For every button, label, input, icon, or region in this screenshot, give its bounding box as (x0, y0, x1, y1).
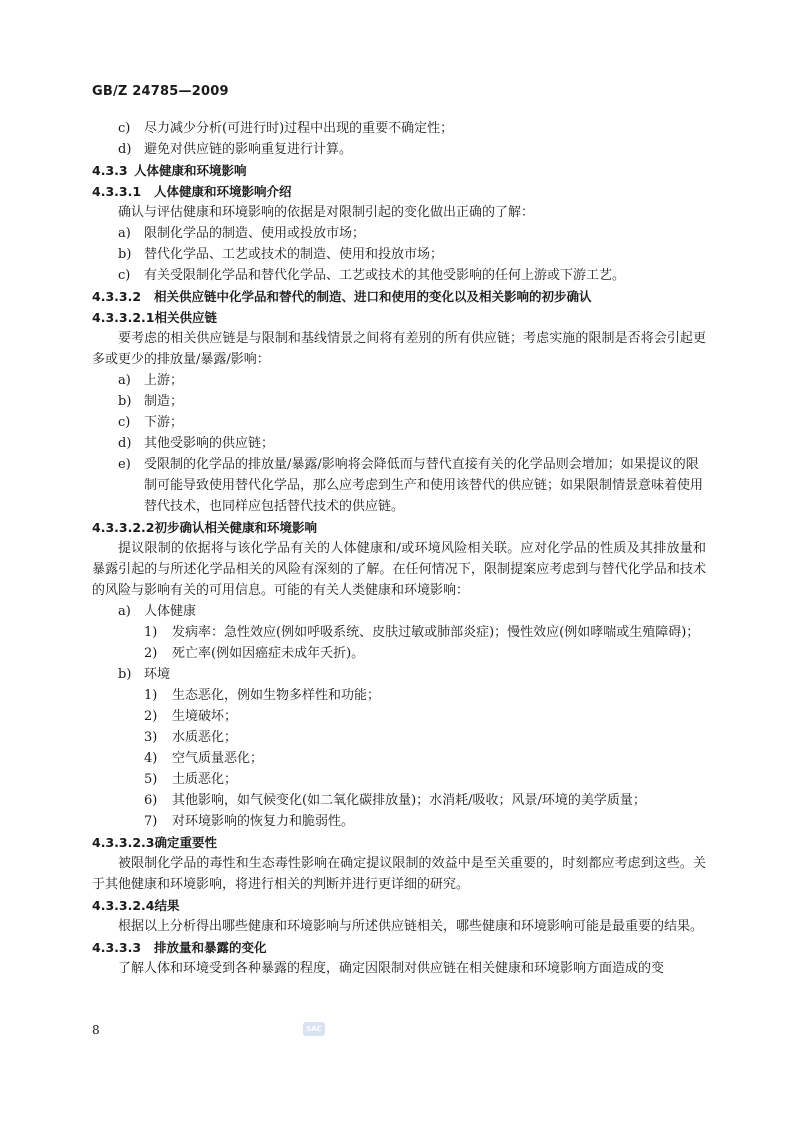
sub-list-item (92, 706, 706, 727)
list-item-text: 避免对供应链的影响重复进行计算。 (144, 142, 353, 157)
list-marker: 6) (144, 793, 158, 808)
list-item (92, 664, 706, 685)
section-heading (92, 832, 706, 853)
list-marker: a) (118, 604, 131, 619)
paragraph: 了解人体和环境受到各种暴露的程度，确定因限制对供应链在相关健康和环境影响方面造成的变 (118, 961, 665, 976)
paragraph: 被限制化学品的毒性和生态毒性影响在确定提议限制的效益中是至关重要的，时刻都应考虑到这些。关于其他健康和环境影响，将进行相关的判断并进行更详细的研究。 (92, 856, 706, 892)
list-marker: 3) (144, 730, 158, 745)
list-marker: b) (118, 247, 132, 262)
sub-list-item (92, 811, 706, 832)
list-marker: c) (118, 121, 131, 136)
sac-watermark: SAC (303, 1022, 325, 1036)
sub-list-item (92, 622, 706, 643)
section-title: 相关供应链 (154, 310, 217, 325)
section-heading (92, 937, 706, 958)
list-marker: 2) (144, 709, 158, 724)
list-item-text: 其他影响，如气候变化(如二氧化碳排放量)；水消耗/吸收；风景/环境的美学质量； (172, 793, 646, 808)
list-item-text: 死亡率(例如因癌症未成年夭折)。 (172, 646, 365, 661)
list-item-text: 受限制的化学品的排放量/暴露/影响将会降低而与替代直接有关的化学品则会增加；如果提议的限制可能导致使用替代化学品，那么应考虑到生产和使用该替代的供应链；如果限制情景意味着使用替代技术，也同样应包括替代技术的供应链。 (144, 457, 704, 514)
section-number: 4.3.3.3 (92, 940, 142, 955)
sub-list-item (92, 769, 706, 790)
list-item (92, 223, 706, 244)
list-item (92, 118, 706, 139)
list-item-text: 人体健康 (144, 604, 197, 619)
list-item-text: 生境破坏； (172, 709, 238, 724)
paragraph: 根据以上分析得出哪些健康和环境影响与所述供应链相关，哪些健康和环境影响可能是最重要的结果。 (118, 919, 704, 934)
list-item (92, 265, 706, 286)
list-marker: b) (118, 394, 132, 409)
sub-list-item (92, 643, 706, 664)
list-marker: c) (118, 415, 131, 430)
list-item-text: 其他受影响的供应链； (144, 436, 275, 451)
standard-header: GB/Z 24785—2009 (92, 84, 229, 99)
list-item (92, 391, 706, 412)
list-marker: 7) (144, 814, 158, 829)
sub-list-item (92, 727, 706, 748)
list-item-text: 尽力减少分析(可进行时)过程中出现的重要不确定性； (144, 121, 454, 136)
list-item (92, 244, 706, 265)
list-item-text: 发病率：急性效应(例如呼吸系统、皮肤过敏或肺部炎症)；慢性效应(例如哮喘或生殖障碍)； (172, 625, 700, 640)
section-heading (92, 286, 706, 307)
section-title: 确定重要性 (154, 835, 217, 850)
paragraph: 确认与评估健康和环境影响的依据是对限制引起的变化做出正确的了解： (118, 205, 535, 220)
section-title: 初步确认相关健康和环境影响 (154, 520, 317, 535)
section-number: 4.3.3.2.1 (92, 310, 155, 325)
list-marker: d) (118, 436, 132, 451)
section-heading (92, 181, 706, 202)
section-title: 人体健康和环境影响 (134, 163, 247, 178)
list-marker: b) (118, 667, 132, 682)
list-marker: 5) (144, 772, 158, 787)
section-number: 4.3.3.1 (92, 184, 142, 199)
list-item-text: 有关受限制化学品和替代化学品、工艺或技术的其他受影响的任何上游或下游工艺。 (144, 268, 626, 283)
list-item (92, 601, 706, 622)
section-heading (92, 307, 706, 328)
list-item (92, 412, 706, 433)
list-marker: e) (118, 457, 131, 472)
sub-list-item (92, 790, 706, 811)
list-item-text: 空气质量恶化； (172, 751, 264, 766)
section-title: 结果 (154, 898, 180, 913)
document-body (92, 118, 706, 979)
list-marker: c) (118, 268, 131, 283)
list-item-text: 环境 (144, 667, 171, 682)
list-item-text: 上游； (144, 373, 184, 388)
list-item-text: 对环境影响的恢复力和脆弱性。 (172, 814, 355, 829)
section-number: 4.3.3.2.3 (92, 835, 155, 850)
section-number: 4.3.3.2 (92, 289, 142, 304)
list-item-text: 下游； (144, 415, 184, 430)
list-item (92, 139, 706, 160)
list-marker: 1) (144, 688, 158, 703)
list-marker: 2) (144, 646, 158, 661)
list-marker: d) (118, 142, 132, 157)
section-title: 相关供应链中化学品和替代的制造、进口和使用的变化以及相关影响的初步确认 (154, 289, 592, 304)
list-item-text: 限制化学品的制造、使用或投放市场； (144, 226, 366, 241)
list-item-text: 水质恶化； (172, 730, 238, 745)
list-item-text: 制造； (144, 394, 184, 409)
paragraph: 提议限制的依据将与该化学品有关的人体健康和/或环境风险相关联。应对化学品的性质及其排放量和暴露引起的与所述化学品相关的风险有深刻的了解。在任何情况下，限制提案应考虑到与替代化学品和技术的风险与影响有关的可用信息。可能的有关人类健康和环境影响： (92, 541, 706, 598)
section-heading (92, 517, 706, 538)
section-title: 人体健康和环境影响介绍 (154, 184, 292, 199)
list-item (92, 433, 706, 454)
list-item-text: 土质恶化； (172, 772, 238, 787)
list-marker: a) (118, 226, 131, 241)
section-heading (92, 895, 706, 916)
list-marker: a) (118, 373, 131, 388)
sub-list-item (92, 748, 706, 769)
list-item-text: 生态恶化，例如生物多样性和功能； (172, 688, 381, 703)
list-item-text: 替代化学品、工艺或技术的制造、使用和投放市场； (144, 247, 444, 262)
section-number: 4.3.3.2.4 (92, 898, 155, 913)
list-marker: 1) (144, 625, 158, 640)
paragraph: 要考虑的相关供应链是与限制和基线情景之间将有差别的所有供应链；考虑实施的限制是否将会引起更多或更少的排放量/暴露/影响： (92, 331, 706, 367)
section-heading (92, 160, 706, 181)
section-number: 4.3.3.2.2 (92, 520, 155, 535)
sub-list-item (92, 685, 706, 706)
section-title: 排放量和暴露的变化 (154, 940, 267, 955)
list-marker: 4) (144, 751, 158, 766)
section-number: 4.3.3 (92, 163, 128, 178)
list-item (92, 370, 706, 391)
list-item (92, 454, 706, 517)
page-number: 8 (92, 1023, 100, 1037)
